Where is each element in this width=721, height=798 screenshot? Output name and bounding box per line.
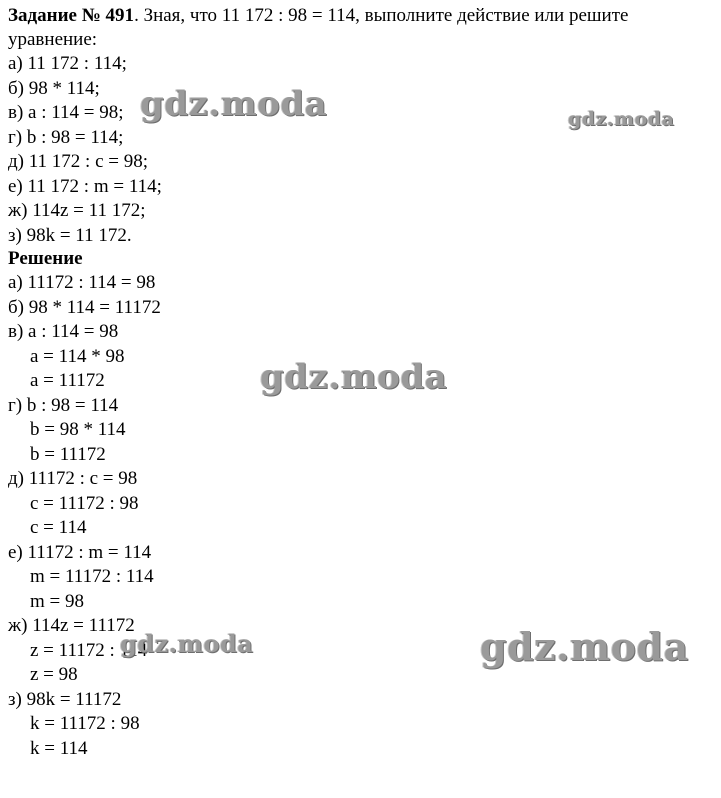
- solution-line: б) 98 * 114 = 11172: [8, 296, 161, 318]
- solution-line: з) 98k = 11172: [8, 688, 122, 710]
- task-text-continued: уравнение:: [8, 29, 98, 50]
- task-item: з) 98k = 11 172.: [8, 224, 132, 246]
- watermark: gdz.moda: [260, 357, 448, 397]
- solution-line: a = 11172: [30, 370, 105, 391]
- task-item: е) 11 172 : m = 114;: [8, 175, 162, 197]
- watermark: gdz.moda: [140, 84, 328, 124]
- solution-line: z = 98: [30, 664, 78, 685]
- task-text: . Зная, что 11 172 : 98 = 114, выполните действие или решите: [134, 5, 629, 26]
- solution-line: а) 11172 : 114 = 98: [8, 272, 156, 293]
- solution-line: z = 11172 : 114: [30, 639, 148, 661]
- solution-line: г) b : 98 = 114: [8, 394, 119, 416]
- task-item: а) 11 172 : 114;: [8, 53, 127, 74]
- solution-line: k = 114: [30, 737, 88, 759]
- solution-line: ж) 114z = 11172: [8, 615, 135, 636]
- task-item: в) a : 114 = 98;: [8, 102, 124, 123]
- task-item: г) b : 98 = 114;: [8, 126, 124, 148]
- watermark: gdz.moda: [480, 624, 689, 669]
- task-item: б) 98 * 114;: [8, 77, 100, 99]
- watermark: gdz.moda: [120, 629, 254, 658]
- solution-line: b = 11172: [30, 443, 106, 465]
- solution-line: в) a : 114 = 98: [8, 321, 119, 342]
- watermark: gdz.moda: [568, 108, 675, 130]
- solution-line: b = 98 * 114: [30, 419, 126, 440]
- solution-line: a = 114 * 98: [30, 345, 125, 367]
- task-item: д) 11 172 : c = 98;: [8, 151, 148, 172]
- solution-heading: Решение: [8, 248, 83, 269]
- solution-line: д) 11172 : c = 98: [8, 468, 138, 489]
- solution-line: е) 11172 : m = 114: [8, 541, 152, 563]
- solution-line: k = 11172 : 98: [30, 713, 140, 734]
- solution-line: m = 11172 : 114: [30, 566, 154, 587]
- solution-line: c = 114: [30, 517, 87, 538]
- solution-line: c = 11172 : 98: [30, 492, 139, 514]
- solution-line: m = 98: [30, 590, 84, 612]
- task-item: ж) 114z = 11 172;: [8, 200, 146, 221]
- task-label: Задание № 491: [8, 5, 135, 26]
- task-header: [8, 4, 628, 28]
